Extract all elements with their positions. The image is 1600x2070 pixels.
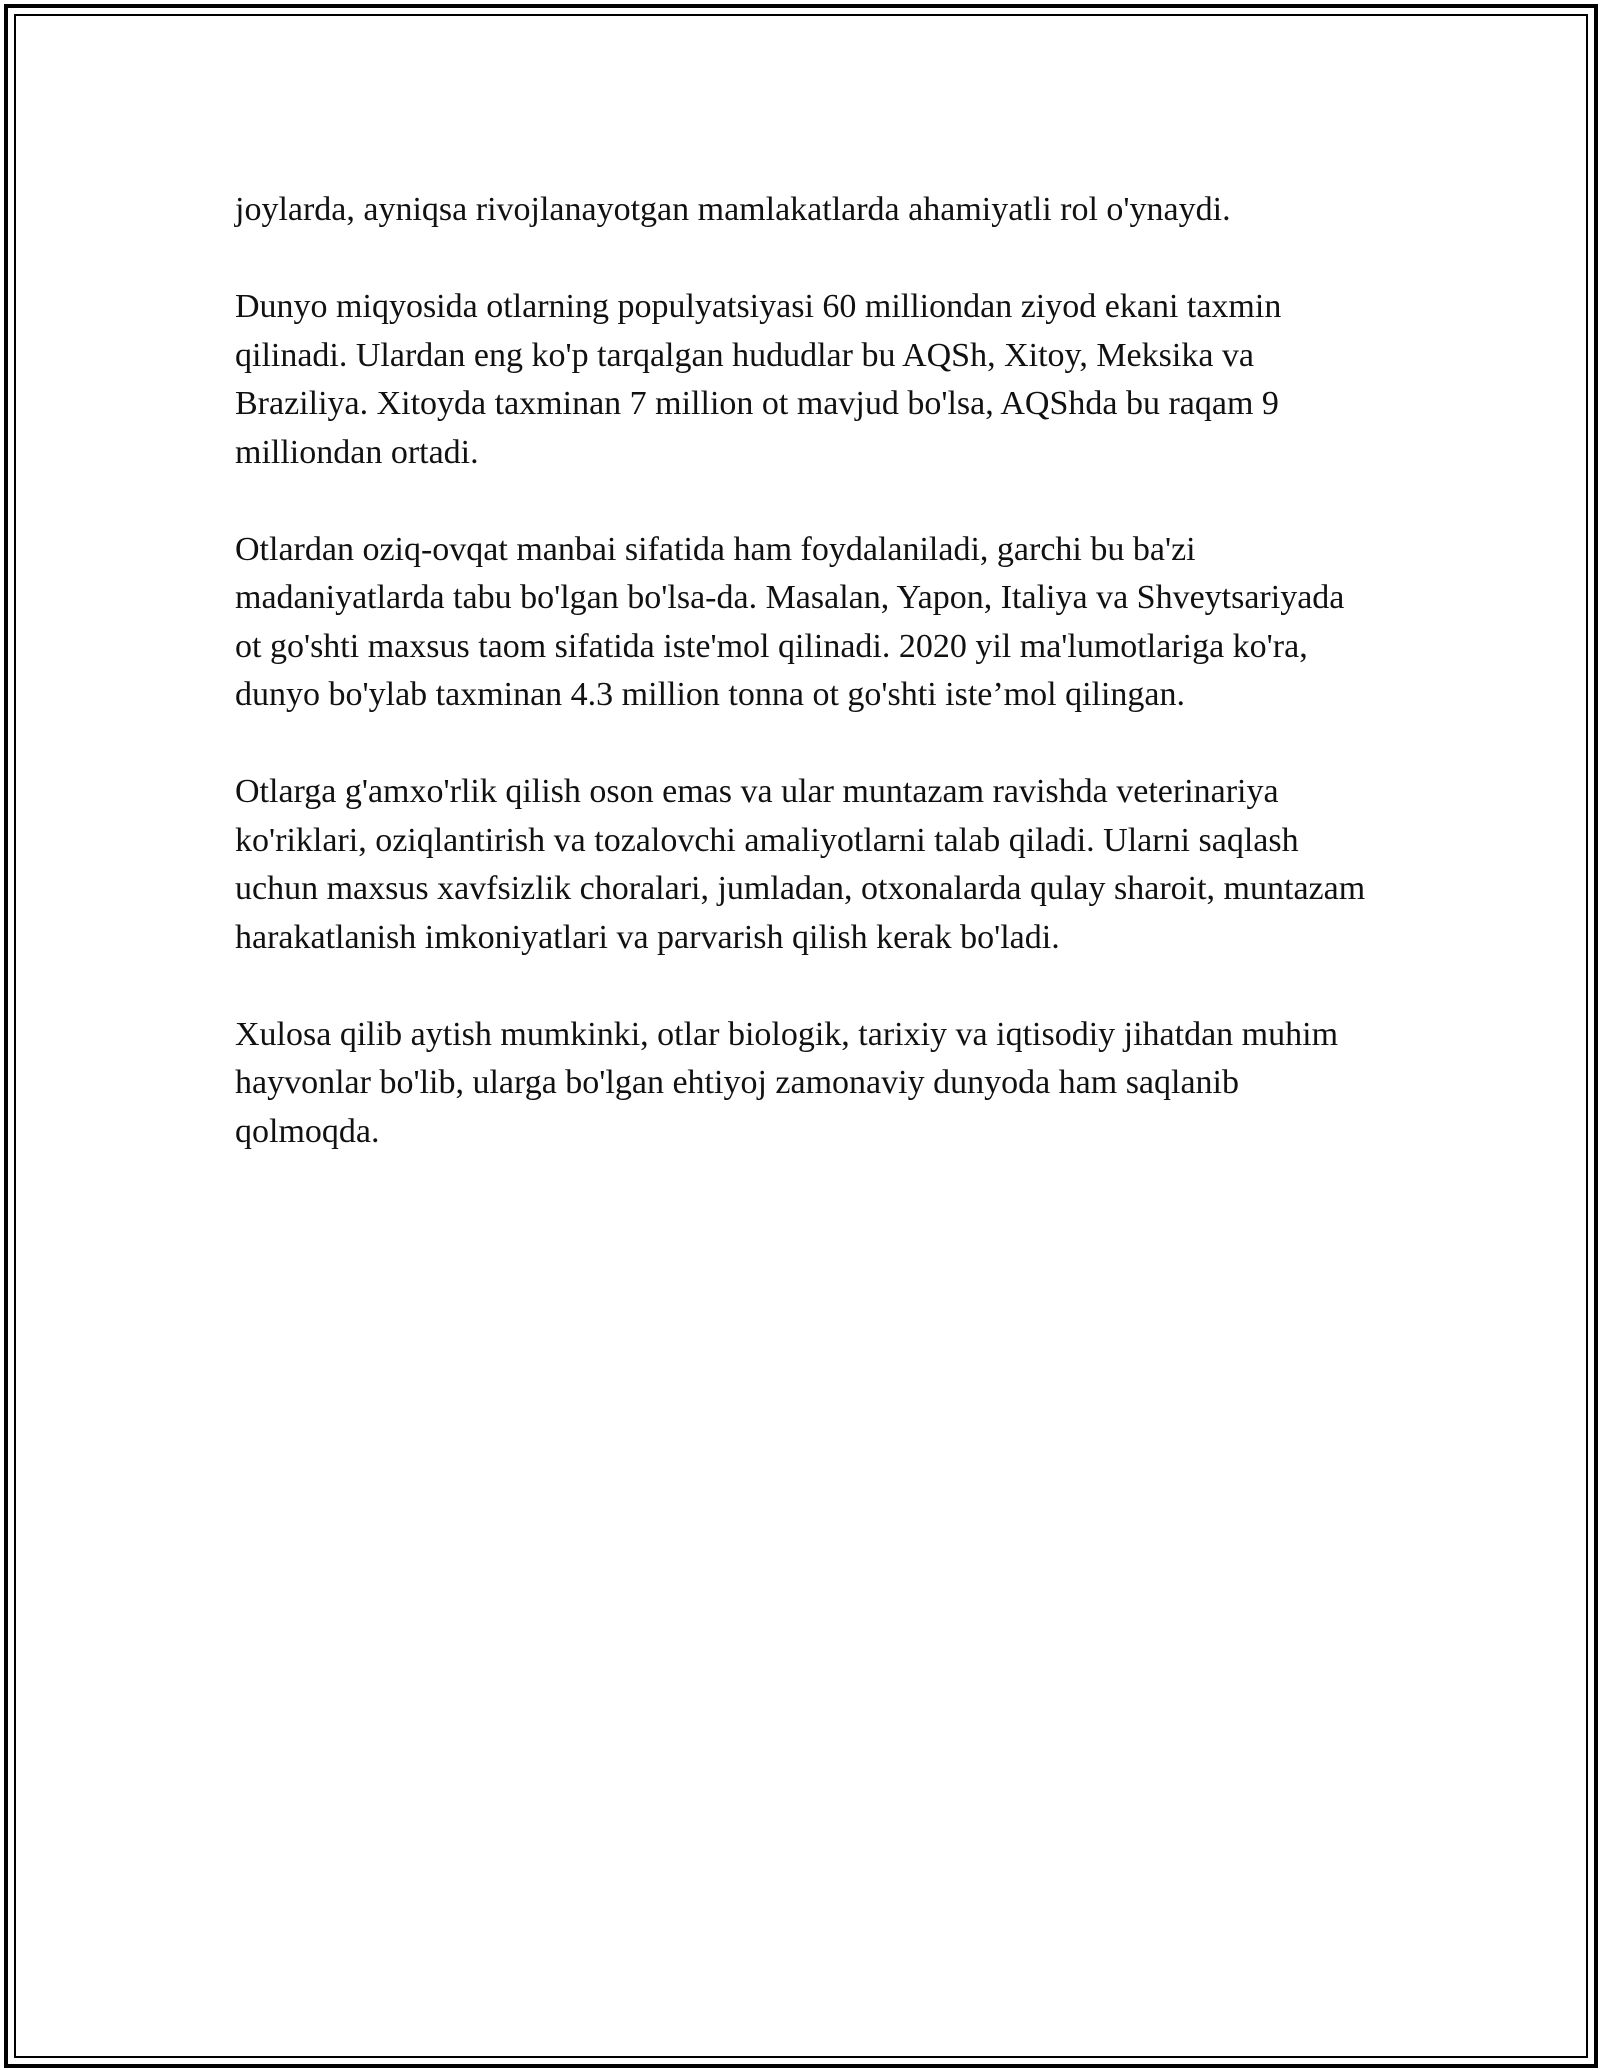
paragraph-population: Dunyo miqyosida otlarning populyatsiyasi 60 milliondan ziyod ekani taxmin qilinadi. Ulardan eng ko'p tarqalgan hududlar bu AQSh, Xitoy, Meksika va Braziliya. Xitoyda taxminan 7 million ot mavjud bo'lsa, AQShda bu raqam 9 milliondan ortadi. — [235, 288, 1282, 471]
paragraph-horse-care: Otlarga g'amxo'rlik qilish oson emas va ular muntazam ravishda veterinariya ko'riklari, oziqlantirish va tozalovchi amaliyotlarni talab qiladi. Ularni saqlash uchun maxsus xavfsizlik choralari, jumladan, otxonalarda qulay sharoit, muntazam harakatlanish imkoniyatlari va parvarish qilish kerak bo'ladi. — [235, 773, 1366, 956]
paragraph-horse-meat: Otlardan oziq-ovqat manbai sifatida ham foydalaniladi, garchi bu ba'zi madaniyatlarda tabu bo'lgan bo'lsa-da. Masalan, Yapon, Italiya va Shveytsariyada ot go'shti maxsus taom sifatida iste'mol qilinadi. 2020 yil ma'lumotlariga ko'ra, dunyo bo'ylab taxminan 4.3 million tonna ot go'shti iste’mol qilingan. — [235, 530, 1345, 713]
paragraph-continuation: joylarda, ayniqsa rivojlanayotgan mamlakatlarda ahamiyatli rol o'ynaydi. — [235, 191, 1231, 228]
paragraph-conclusion: Xulosa qilib aytish mumkinki, otlar biologik, tarixiy va iqtisodiy jihatdan muhim hayvonlar bo'lib, ularga bo'lgan ehtiyoj zamonaviy dunyoda ham saqlanib qolmoqda. — [235, 1015, 1339, 1150]
document-body — [235, 186, 1375, 1205]
